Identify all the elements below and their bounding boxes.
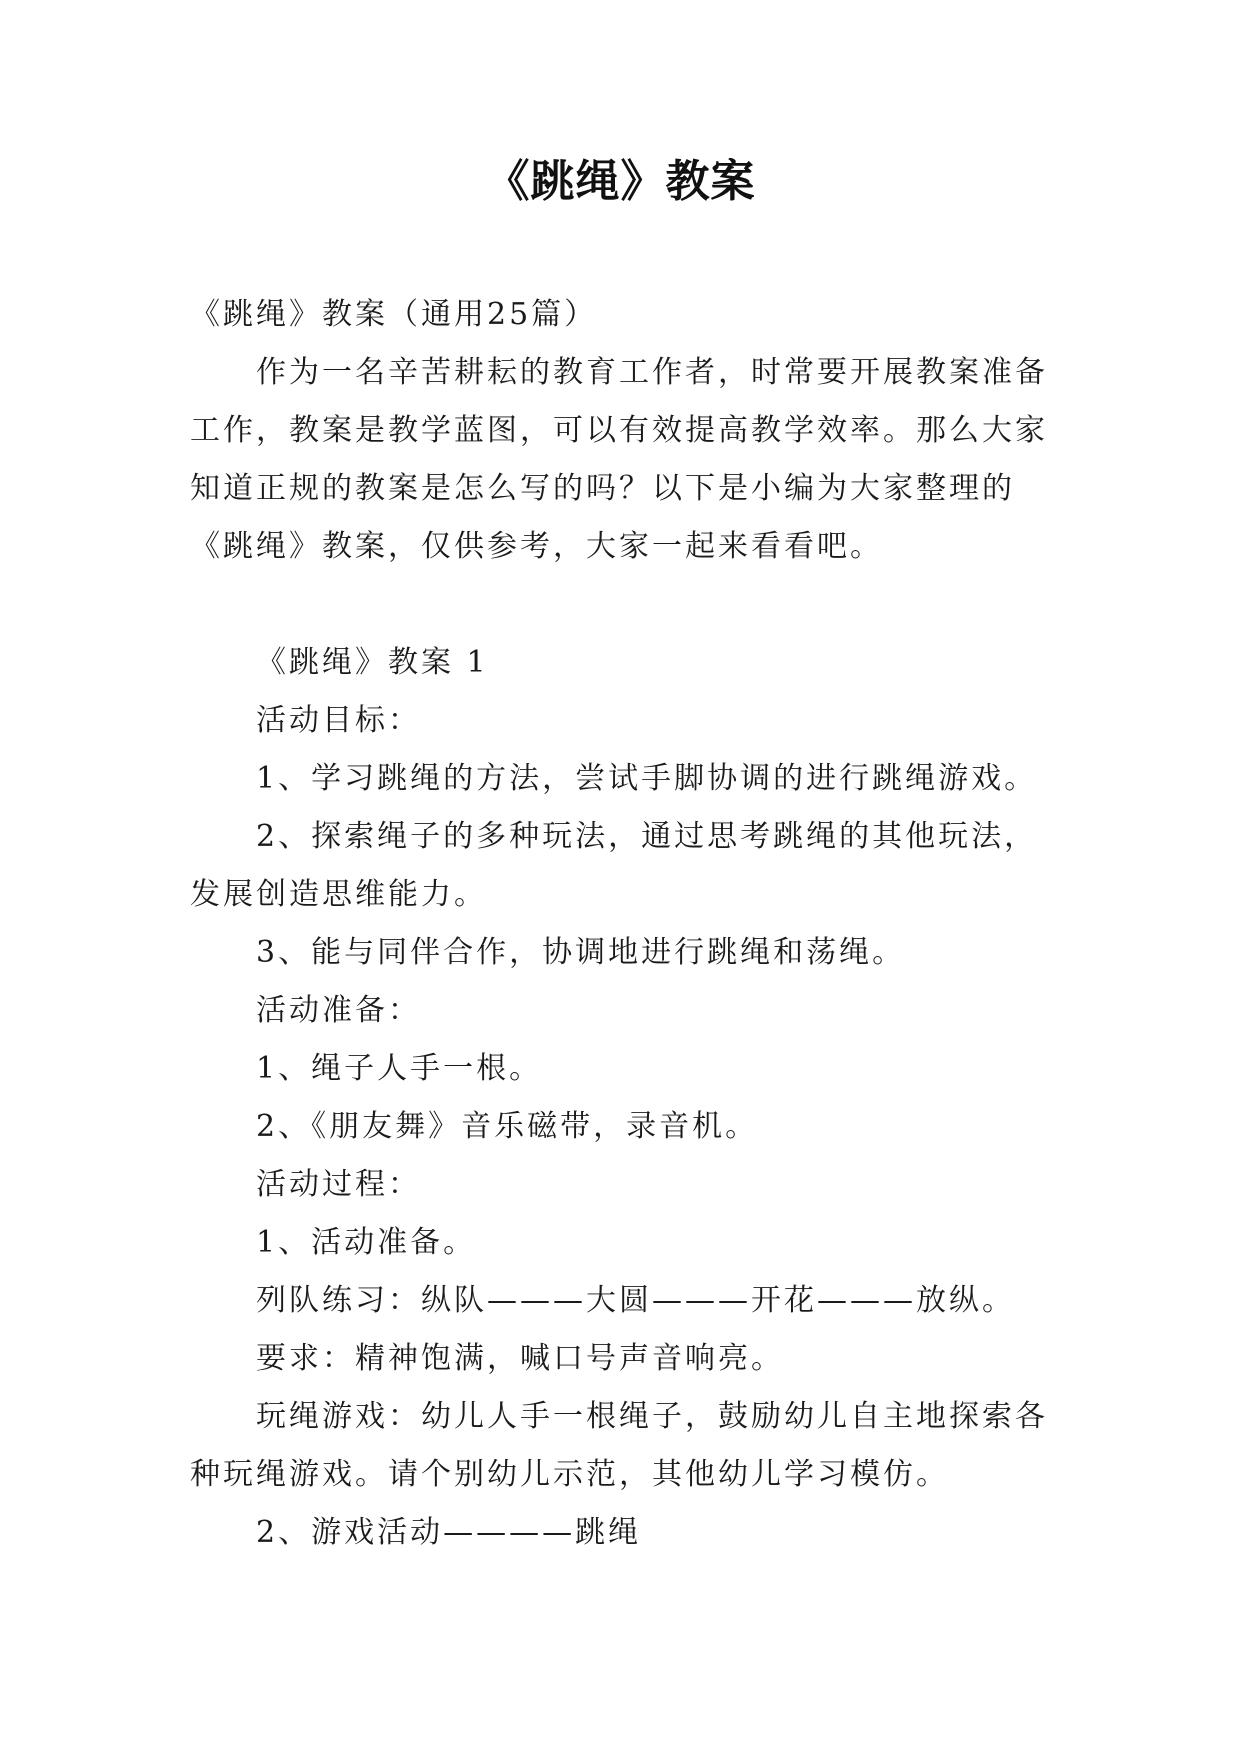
paragraph-gap [190, 576, 1050, 634]
paragraph: 活动准备： [256, 993, 421, 1028]
paragraph: 2、《朋友舞》音乐磁带，录音机。 [256, 1109, 759, 1144]
paragraph: 3、能与同伴合作，协调地进行跳绳和荡绳。 [256, 935, 906, 970]
document-title: 《跳绳》教案 [485, 156, 756, 207]
paragraph: 活动过程： [256, 1167, 421, 1202]
intro-paragraph: 作为一名辛苦耕耘的教育工作者，时常要开展教案准备工作，教案是教学蓝图，可以有效提高教学效率。那么大家知道正规的教案是怎么写的吗？以下是小编为大家整理的《跳绳》教案，仅供参考，大家一起来看看吧。 [190, 355, 1048, 564]
paragraph: 玩绳游戏：幼儿人手一根绳子，鼓励幼儿自主地探索各种玩绳游戏。请个别幼儿示范，其他幼儿学习模仿。 [190, 1399, 1048, 1492]
paragraph: 要求：精神饱满，喊口号声音响亮。 [256, 1341, 784, 1376]
paragraph: 2、探索绳子的多种玩法，通过思考跳绳的其他玩法，发展创造思维能力。 [190, 819, 1038, 912]
subtitle-paragraph: 《跳绳》教案（通用25篇） [190, 297, 598, 332]
document-body [190, 286, 1050, 1562]
paragraph: 1、活动准备。 [256, 1225, 477, 1260]
paragraph: 活动目标： [256, 703, 421, 738]
paragraph: 2、游戏活动————跳绳 [256, 1515, 642, 1550]
paragraph: 1、绳子人手一根。 [256, 1051, 543, 1086]
section-heading: 《跳绳》教案 1 [256, 645, 489, 680]
paragraph: 列队练习：纵队———大圆———开花———放纵。 [256, 1283, 1015, 1318]
paragraph: 1、学习跳绳的方法，尝试手脚协调的进行跳绳游戏。 [256, 761, 1038, 796]
